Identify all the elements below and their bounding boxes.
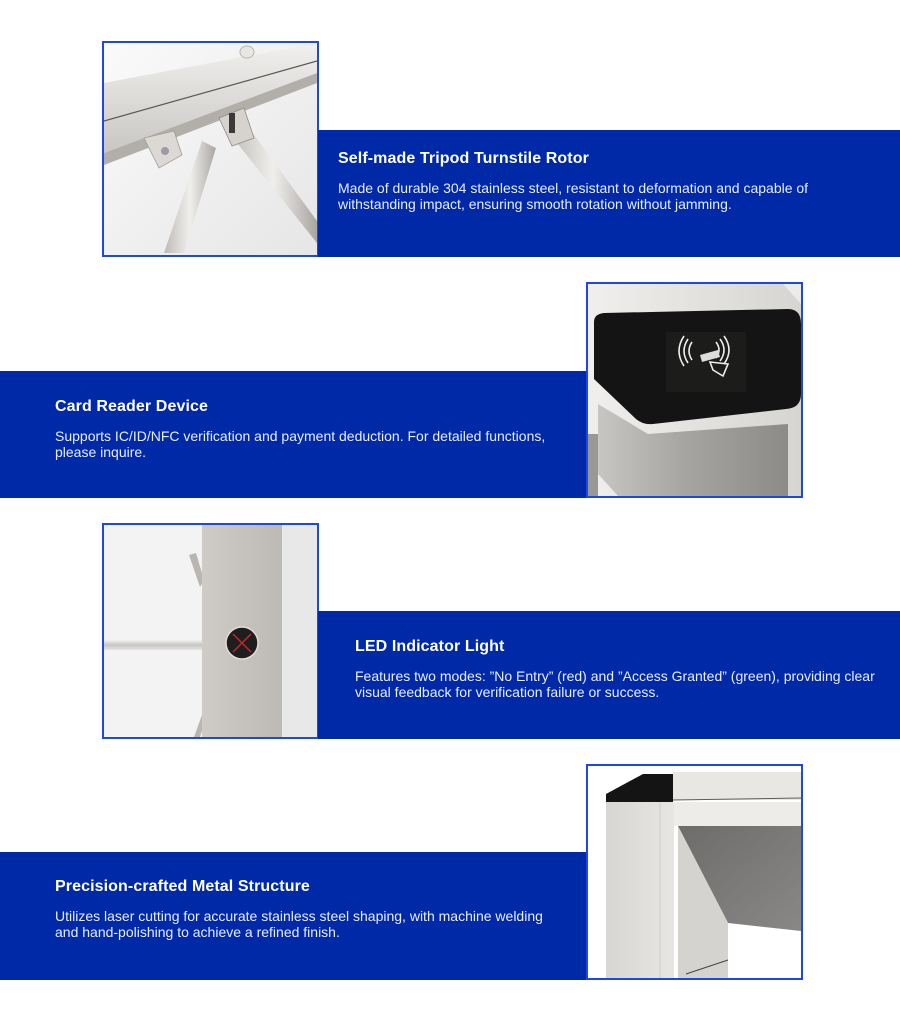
feature-panel-card-reader xyxy=(0,371,588,498)
feature-panel-led xyxy=(318,611,900,739)
feature-description: Utilizes laser cutting for accurate stainless steel shaping, with machine welding and hand-polishing to achieve a refined finish. xyxy=(55,908,543,940)
card-reader-image xyxy=(586,282,803,498)
feature-title: Card Reader Device xyxy=(55,398,208,415)
metal-structure-image xyxy=(586,764,803,980)
led-indicator-illustration xyxy=(104,525,317,737)
tripod-rotor-image xyxy=(102,41,319,257)
led-no-entry-indicator xyxy=(226,627,258,659)
card-reader-illustration xyxy=(588,284,801,496)
led-indicator-image xyxy=(102,523,319,739)
feature-title: Precision-crafted Metal Structure xyxy=(55,878,310,895)
feature-panel-metal-structure xyxy=(0,852,588,980)
feature-description: Features two modes: ”No Entry” (red) and ”Access Granted” (green), providing clear visual feedback for verification failure or success. xyxy=(355,668,875,700)
metal-structure-illustration xyxy=(588,766,801,978)
tripod-rotor-illustration xyxy=(104,43,317,255)
feature-title: Self-made Tripod Turnstile Rotor xyxy=(338,150,589,167)
feature-description: Supports IC/ID/NFC verification and payment deduction. For detailed functions, please inquire. xyxy=(55,428,546,460)
feature-description: Made of durable 304 stainless steel, resistant to deformation and capable of withstanding impact, ensuring smooth rotation without jamming. xyxy=(338,180,809,212)
feature-panel-rotor xyxy=(318,130,900,257)
feature-title: LED Indicator Light xyxy=(355,638,505,655)
